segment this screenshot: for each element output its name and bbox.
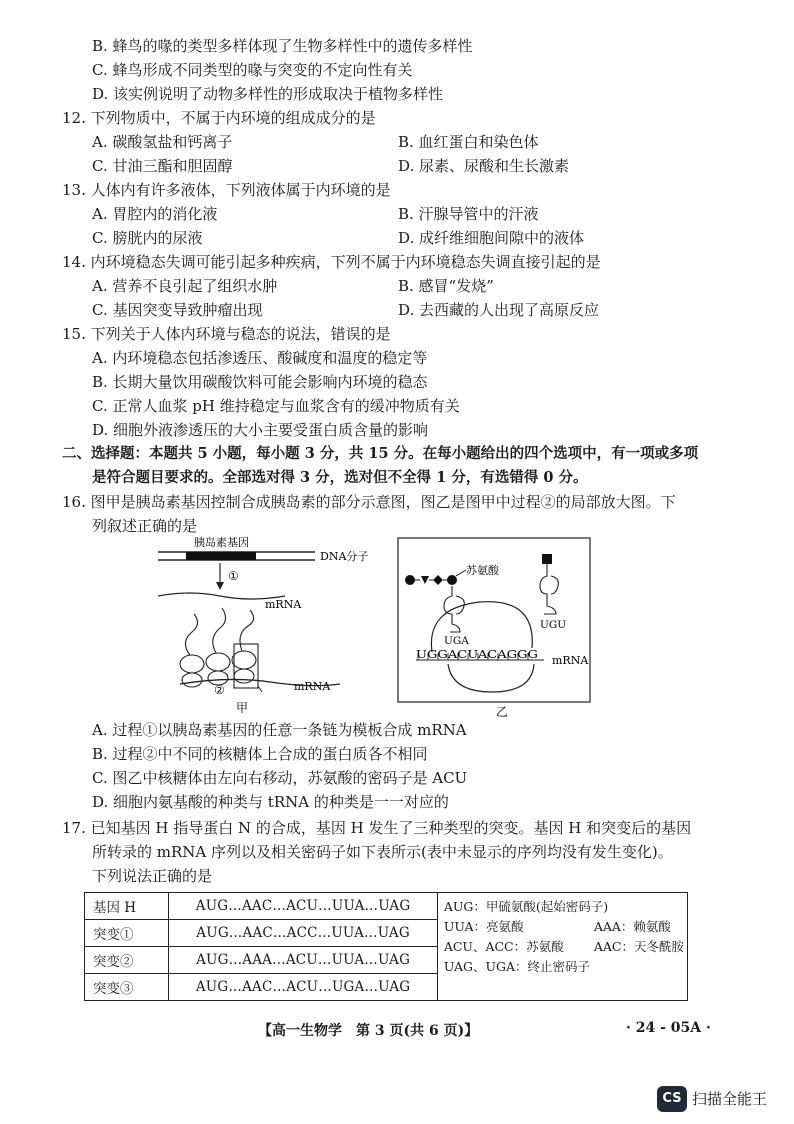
option-16c: C. 图乙中核糖体由左向右移动，苏氨酸的密码子是 ACU (92, 769, 468, 787)
question-16-cont: 列叙述正确的是 (92, 517, 198, 535)
section-2-instructions: 是符合题目要求的。全部选对得 3 分，选对但不全得 1 分，有选错得 0 分。 (92, 469, 588, 486)
figure-jia (150, 534, 390, 716)
option-12c: C. 甘油三酯和胆固醇 (92, 157, 233, 175)
option-11d: D. 该实例说明了动物多样性的形成取决于植物多样性 (92, 85, 444, 103)
mutation-table (84, 892, 688, 1001)
figure-yi-label: 乙 (496, 705, 509, 718)
step1-label: ① (228, 569, 239, 583)
option-13b: B. 汗腺导管中的汗液 (398, 205, 539, 223)
codon-stop: UAG、UGA：终止密码子 (443, 959, 591, 974)
option-15d: D. 细胞外液渗透压的大小主要受蛋白质含量的影响 (92, 421, 429, 439)
insulin-gene-segment (186, 552, 256, 560)
figure-jia-label: 甲 (236, 701, 249, 715)
codon-uua: UUA：亮氨酸 (443, 919, 524, 934)
row-name: 突变① (85, 920, 169, 947)
section-2-heading: 二、选择题：本题共 5 小题，每小题 3 分，共 15 分。在每小题给出的四个选项中，有一项或多项 (62, 445, 699, 462)
option-16d: D. 细胞内氨基酸的种类与 tRNA 的种类是一一对应的 (92, 793, 449, 811)
gene-label: 胰岛素基因 (194, 536, 249, 549)
camscanner-brand: 扫描全能王 (692, 1090, 768, 1108)
amino-acid-circle (405, 575, 415, 585)
row-sequence: AUG…AAC…ACU…UUA…UAG (169, 893, 438, 920)
step2-label: ② (214, 683, 225, 697)
option-12b: B. 血红蛋白和染色体 (398, 133, 539, 151)
mrna-sequence: UGGACUACAGGG (416, 648, 538, 661)
option-15b: B. 长期大量饮用碳酸饮料可能会影响内环境的稳态 (92, 373, 428, 391)
option-12a: A. 碳酸氢盐和钙离子 (92, 133, 233, 151)
anticodon-1: UGA (444, 635, 469, 647)
option-12d: D. 尿素、尿酸和生长激素 (398, 157, 570, 175)
codon-legend (437, 893, 687, 1001)
amino-acid-diamond (433, 575, 443, 585)
option-11b: B. 蜂鸟的喙的类型多样体现了生物多样性中的遗传多样性 (92, 37, 473, 55)
question-17-prompt: 下列说法正确的是 (92, 867, 213, 885)
question-13: 13. 人体内有许多液体，下列液体属于内环境的是 (62, 181, 391, 199)
question-17-cont: 所转录的 mRNA 序列以及相关密码子如下表所示(表中未显示的序列均没有发生变化)。 (92, 843, 673, 861)
paper-code: · 24 - 05A · (626, 1020, 711, 1036)
row-name: 基因 H (85, 893, 169, 920)
mrna-label-2: mRNA (294, 680, 331, 693)
row-sequence: AUG…AAC…ACU…UGA…UAG (169, 974, 438, 1001)
page-footer: 【高一生物学 第 3 页(共 6 页)】 (258, 1023, 479, 1039)
figure-yi (396, 536, 592, 718)
option-15a: A. 内环境稳态包括渗透压、酸碱度和温度的稳定等 (92, 349, 428, 367)
question-16: 16. 图甲是胰岛素基因控制合成胰岛素的部分示意图，图乙是图甲中过程②的局部放大图。下 (62, 493, 676, 511)
amino-acid-triangle (421, 576, 429, 584)
codon-acu-acc: ACU、ACC：苏氨酸 (443, 939, 564, 954)
codon-aaa: AAA：赖氨酸 (593, 919, 671, 934)
anticodon-2: UGU (540, 619, 567, 631)
question-14: 14. 内环境稳态失调可能引起多种疾病，下列不属于内环境稳态失调直接引起的是 (62, 253, 601, 271)
option-13d: D. 成纤维细胞间隙中的液体 (398, 229, 585, 247)
option-15c: C. 正常人血浆 pH 维持稳定与血浆含有的缓冲物质有关 (92, 397, 460, 415)
option-11c: C. 蜂鸟形成不同类型的喙与突变的不定向性有关 (92, 61, 413, 79)
option-16a: A. 过程①以胰岛素基因的任意一条链为模板合成 mRNA (92, 721, 467, 739)
trna-2 (540, 564, 558, 614)
codon-aac: AAC：天冬酰胺 (593, 939, 684, 954)
camscanner-logo-icon: CS (657, 1086, 687, 1112)
option-13c: C. 膀胱内的尿液 (92, 229, 203, 247)
option-13a: A. 胃腔内的消化液 (92, 205, 218, 223)
row-sequence: AUG…AAA…ACU…UUA…UAG (169, 947, 438, 974)
question-15: 15. 下列关于人体内环境与稳态的说法，错误的是 (62, 325, 391, 343)
arrow-down-icon (216, 582, 224, 590)
question-12: 12. 下列物质中，不属于内环境的组成成分的是 (62, 109, 376, 127)
threonine-label: 苏氨酸 (466, 564, 499, 577)
threonine-circle (447, 575, 457, 585)
dna-label: DNA分子 (320, 550, 369, 563)
mrna-label-3: mRNA (552, 654, 589, 667)
option-14c: C. 基因突变导致肿瘤出现 (92, 301, 263, 319)
row-sequence: AUG…AAC…ACC…UUA…UAG (169, 920, 438, 947)
ribosome-cluster (180, 608, 258, 688)
amino-acid-square (542, 554, 552, 564)
option-14b: B. 感冒“发烧” (398, 277, 494, 295)
question-17: 17. 已知基因 H 指导蛋白 N 的合成，基因 H 发生了三种类型的突变。基因 H 和突变后的基因 (62, 819, 692, 837)
option-14d: D. 去西藏的人出现了高原反应 (398, 301, 600, 319)
mrna-label-1: mRNA (265, 598, 302, 611)
row-name: 突变② (85, 947, 169, 974)
row-name: 突变③ (85, 974, 169, 1001)
codon-aug: AUG：甲硫氨酸(起始密码子) (443, 899, 609, 914)
table-row (85, 893, 688, 920)
option-16b: B. 过程②中不同的核糖体上合成的蛋白质各不相同 (92, 745, 428, 763)
option-14a: A. 营养不良引起了组织水肿 (92, 277, 278, 295)
ribosome-small-subunit (448, 664, 534, 692)
